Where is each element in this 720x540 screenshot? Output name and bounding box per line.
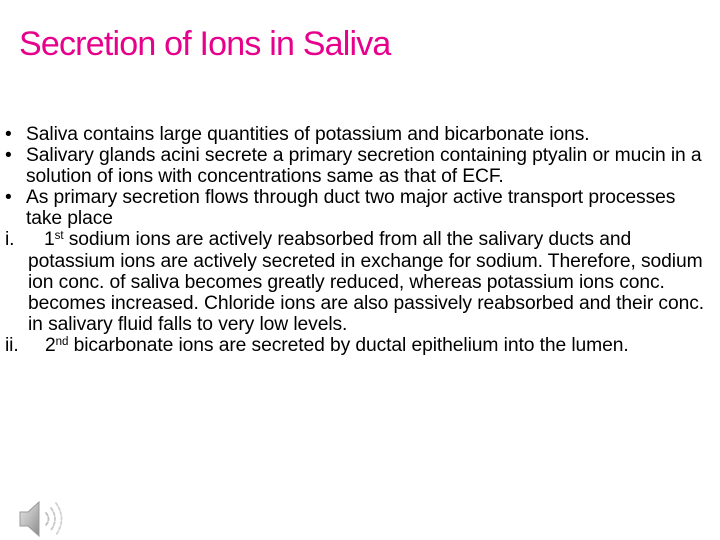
bullet-item [5, 187, 710, 229]
bullet-marker: • [5, 124, 12, 145]
bullet-marker: • [5, 145, 12, 167]
slide-title: Secretion of Ions in Saliva [19, 25, 391, 63]
bullet-text: Saliva contains large quantities of potassium and bicarbonate ions. [26, 124, 590, 145]
bullet-item [5, 145, 710, 187]
ordinal-suffix: nd [55, 335, 69, 348]
ordinal-number: 2 [45, 334, 56, 356]
numbered-body: sodium ions are actively reabsorbed from all the salivary ducts and potassium ions are actively secreted in exchange for sodium. Therefore, sodium ion conc. of saliva becomes greatly reduced, whereas potassium ions conc. becomes increased. Chloride ions are also passively reabsorbed and their conc. in salivary fluid falls to very low levels. [28, 229, 704, 335]
numbered-marker: ii. [5, 334, 19, 356]
slide-body [5, 124, 710, 356]
ordinal-number: 1 [44, 229, 55, 251]
bullet-item [5, 124, 710, 145]
numbered-item [5, 229, 710, 334]
bullet-text: As primary secretion flows through duct two major active transport processes take place [26, 187, 676, 230]
bullet-text: Salivary glands acini secrete a primary secretion containing ptyalin or mucin in a solution of ions with concentrations same as that of ECF. [26, 145, 702, 188]
speaker-icon[interactable] [17, 499, 69, 539]
numbered-text [28, 229, 710, 334]
numbered-text [38, 335, 710, 356]
bullet-marker: • [5, 187, 12, 209]
numbered-body: bicarbonate ions are secreted by ductal epithelium into the lumen. [73, 334, 629, 356]
numbered-item [5, 335, 710, 356]
numbered-marker: i. [5, 229, 15, 251]
ordinal-suffix: st [54, 230, 64, 243]
